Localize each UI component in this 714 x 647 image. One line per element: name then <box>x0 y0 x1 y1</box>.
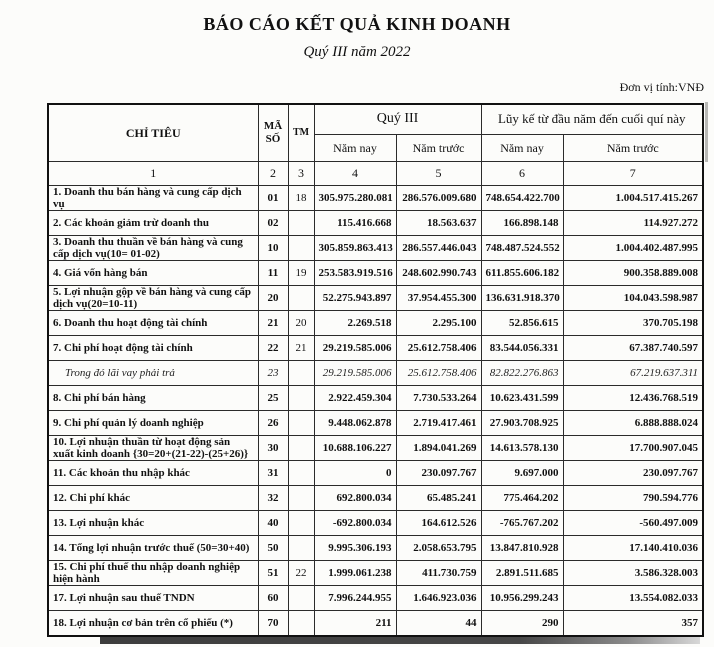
cell-ytd-prior: 67.219.637.311 <box>563 360 703 385</box>
cell-quarter-current: 211 <box>314 610 396 636</box>
cell-quarter-prior: 37.954.455.300 <box>396 285 481 310</box>
header-tm: TM <box>288 104 314 161</box>
cell-ytd-current: 27.903.708.925 <box>481 410 563 435</box>
cell-ytd-current: 748.487.524.552 <box>481 235 563 260</box>
row-label: 18. Lợi nhuận cơ bản trên cổ phiếu (*) <box>48 610 258 636</box>
unit-note: Đơn vị tính:VNĐ <box>619 80 704 94</box>
row-note-ref <box>288 385 314 410</box>
cell-ytd-current: 13.847.810.928 <box>481 535 563 560</box>
cell-ytd-current: 14.613.578.130 <box>481 435 563 460</box>
cell-quarter-prior: 230.097.767 <box>396 460 481 485</box>
row-code: 40 <box>258 510 288 535</box>
cell-quarter-current: 2.269.518 <box>314 310 396 335</box>
row-code: 60 <box>258 585 288 610</box>
row-code: 23 <box>258 360 288 385</box>
row-label: 12. Chi phí khác <box>48 485 258 510</box>
cell-ytd-prior: 357 <box>563 610 703 636</box>
row-label: 5. Lợi nhuận gộp về bán hàng và cung cấp dịch vụ(20=10-11) <box>48 285 258 310</box>
cell-ytd-prior: 1.004.402.487.995 <box>563 235 703 260</box>
row-code: 25 <box>258 385 288 410</box>
income-statement-table <box>47 103 704 637</box>
row-note-ref <box>288 535 314 560</box>
cell-ytd-current: 775.464.202 <box>481 485 563 510</box>
cell-quarter-prior: 1.894.041.269 <box>396 435 481 460</box>
scan-edge-artifact <box>100 637 700 644</box>
row-note-ref <box>288 285 314 310</box>
row-code: 51 <box>258 560 288 585</box>
col-number: 1 <box>48 161 258 185</box>
header-q-prior-year: Năm trước <box>396 134 481 161</box>
row-code: 32 <box>258 485 288 510</box>
cell-quarter-prior: 1.646.923.036 <box>396 585 481 610</box>
col-number: 3 <box>288 161 314 185</box>
cell-ytd-current: 10.623.431.599 <box>481 385 563 410</box>
table-row <box>48 460 703 485</box>
cell-ytd-current: 9.697.000 <box>481 460 563 485</box>
row-code: 70 <box>258 610 288 636</box>
cell-ytd-prior: 13.554.082.033 <box>563 585 703 610</box>
header-ma-so: MÃ SỐ <box>258 104 288 161</box>
cell-quarter-current: 692.800.034 <box>314 485 396 510</box>
cell-quarter-prior: 7.730.533.264 <box>396 385 481 410</box>
cell-quarter-prior: 411.730.759 <box>396 560 481 585</box>
row-code: 26 <box>258 410 288 435</box>
cell-ytd-prior: 1.004.517.415.267 <box>563 185 703 210</box>
cell-ytd-prior: 230.097.767 <box>563 460 703 485</box>
cell-ytd-current: 136.631.918.370 <box>481 285 563 310</box>
cell-ytd-prior: 900.358.889.008 <box>563 260 703 285</box>
table-row <box>48 185 703 210</box>
header-ytd-current-year: Năm nay <box>481 134 563 161</box>
table-row <box>48 210 703 235</box>
cell-ytd-prior: 104.043.598.987 <box>563 285 703 310</box>
row-label: 17. Lợi nhuận sau thuế TNDN <box>48 585 258 610</box>
row-note-ref: 20 <box>288 310 314 335</box>
row-code: 20 <box>258 285 288 310</box>
table-row <box>48 560 703 585</box>
cell-quarter-current: 52.275.943.897 <box>314 285 396 310</box>
table-row <box>48 610 703 636</box>
row-note-ref: 18 <box>288 185 314 210</box>
cell-quarter-prior: 2.058.653.795 <box>396 535 481 560</box>
table-row <box>48 360 703 385</box>
row-note-ref <box>288 435 314 460</box>
col-number: 7 <box>563 161 703 185</box>
cell-quarter-current: 305.859.863.413 <box>314 235 396 260</box>
cell-quarter-current: -692.800.034 <box>314 510 396 535</box>
cell-ytd-prior: 67.387.740.597 <box>563 335 703 360</box>
cell-quarter-prior: 2.295.100 <box>396 310 481 335</box>
row-label: 1. Doanh thu bán hàng và cung cấp dịch vụ <box>48 185 258 210</box>
cell-ytd-prior: 6.888.888.024 <box>563 410 703 435</box>
header-quarter-group: Quý III <box>314 104 481 134</box>
cell-ytd-prior: 370.705.198 <box>563 310 703 335</box>
cell-quarter-current: 1.999.061.238 <box>314 560 396 585</box>
cell-quarter-prior: 25.612.758.406 <box>396 335 481 360</box>
cell-quarter-current: 0 <box>314 460 396 485</box>
row-label: 7. Chi phí hoạt động tài chính <box>48 335 258 360</box>
cell-quarter-current: 7.996.244.955 <box>314 585 396 610</box>
row-code: 21 <box>258 310 288 335</box>
column-number-row <box>48 161 703 185</box>
row-code: 11 <box>258 260 288 285</box>
cell-quarter-prior: 164.612.526 <box>396 510 481 535</box>
cell-quarter-prior: 25.612.758.406 <box>396 360 481 385</box>
row-code: 31 <box>258 460 288 485</box>
row-note-ref <box>288 510 314 535</box>
cell-ytd-current: -765.767.202 <box>481 510 563 535</box>
table-row <box>48 485 703 510</box>
row-note-ref <box>288 610 314 636</box>
row-note-ref <box>288 410 314 435</box>
row-label: Trong đó lãi vay phải trả <box>48 360 258 385</box>
cell-quarter-current: 253.583.919.516 <box>314 260 396 285</box>
cell-ytd-current: 82.822.276.863 <box>481 360 563 385</box>
header-ytd-group: Lũy kế từ đầu năm đến cuối quí này <box>481 104 703 134</box>
row-code: 10 <box>258 235 288 260</box>
cell-quarter-current: 9.995.306.193 <box>314 535 396 560</box>
cell-ytd-prior: 12.436.768.519 <box>563 385 703 410</box>
row-code: 30 <box>258 435 288 460</box>
row-note-ref <box>288 460 314 485</box>
cell-quarter-current: 10.688.106.227 <box>314 435 396 460</box>
page-subtitle: Quý III năm 2022 <box>303 44 411 60</box>
cell-quarter-prior: 65.485.241 <box>396 485 481 510</box>
cell-ytd-current: 2.891.511.685 <box>481 560 563 585</box>
row-code: 50 <box>258 535 288 560</box>
cell-ytd-prior: 790.594.776 <box>563 485 703 510</box>
table-row <box>48 585 703 610</box>
cell-ytd-current: 83.544.056.331 <box>481 335 563 360</box>
col-number: 4 <box>314 161 396 185</box>
header-q-current-year: Năm nay <box>314 134 396 161</box>
col-number: 5 <box>396 161 481 185</box>
table-row <box>48 335 703 360</box>
col-number: 2 <box>258 161 288 185</box>
row-label: 14. Tổng lợi nhuận trước thuế (50=30+40) <box>48 535 258 560</box>
row-label: 2. Các khoản giảm trừ doanh thu <box>48 210 258 235</box>
scan-side-artifact <box>705 102 708 162</box>
row-label: 11. Các khoản thu nhập khác <box>48 460 258 485</box>
cell-ytd-prior: 3.586.328.003 <box>563 560 703 585</box>
cell-ytd-prior: 17.700.907.045 <box>563 435 703 460</box>
row-note-ref: 22 <box>288 560 314 585</box>
cell-ytd-current: 52.856.615 <box>481 310 563 335</box>
cell-ytd-prior: 17.140.410.036 <box>563 535 703 560</box>
table-row <box>48 285 703 310</box>
header-chi-tieu: CHỈ TIÊU <box>48 104 258 161</box>
cell-ytd-current: 166.898.148 <box>481 210 563 235</box>
cell-ytd-current: 290 <box>481 610 563 636</box>
row-label: 8. Chi phí bán hàng <box>48 385 258 410</box>
cell-quarter-current: 9.448.062.878 <box>314 410 396 435</box>
row-label: 15. Chi phí thuế thu nhập doanh nghiệp hiện hành <box>48 560 258 585</box>
cell-ytd-prior: 114.927.272 <box>563 210 703 235</box>
row-code: 02 <box>258 210 288 235</box>
row-note-ref: 21 <box>288 335 314 360</box>
row-note-ref: 19 <box>288 260 314 285</box>
cell-ytd-current: 10.956.299.243 <box>481 585 563 610</box>
table-row <box>48 535 703 560</box>
table-row <box>48 385 703 410</box>
cell-quarter-prior: 248.602.990.743 <box>396 260 481 285</box>
cell-quarter-current: 305.975.280.081 <box>314 185 396 210</box>
cell-ytd-current: 748.654.422.700 <box>481 185 563 210</box>
row-label: 13. Lợi nhuận khác <box>48 510 258 535</box>
row-note-ref <box>288 485 314 510</box>
cell-quarter-current: 115.416.668 <box>314 210 396 235</box>
cell-quarter-prior: 286.576.009.680 <box>396 185 481 210</box>
row-code: 01 <box>258 185 288 210</box>
table-row <box>48 310 703 335</box>
row-label: 10. Lợi nhuận thuần từ hoạt động sản xuất kinh doanh {30=20+(21-22)-(25+26)} <box>48 435 258 460</box>
cell-quarter-current: 2.922.459.304 <box>314 385 396 410</box>
row-label: 3. Doanh thu thuần về bán hàng và cung cấp dịch vụ(10= 01-02) <box>48 235 258 260</box>
header-ytd-prior-year: Năm trước <box>563 134 703 161</box>
row-label: 4. Giá vốn hàng bán <box>48 260 258 285</box>
row-note-ref <box>288 210 314 235</box>
row-note-ref <box>288 585 314 610</box>
table-row <box>48 410 703 435</box>
table-row <box>48 260 703 285</box>
cell-quarter-prior: 18.563.637 <box>396 210 481 235</box>
table-row <box>48 510 703 535</box>
row-label: 6. Doanh thu hoạt động tài chính <box>48 310 258 335</box>
cell-ytd-current: 611.855.606.182 <box>481 260 563 285</box>
cell-quarter-prior: 44 <box>396 610 481 636</box>
cell-ytd-prior: -560.497.009 <box>563 510 703 535</box>
cell-quarter-current: 29.219.585.006 <box>314 360 396 385</box>
table-row <box>48 235 703 260</box>
row-label: 9. Chi phí quản lý doanh nghiệp <box>48 410 258 435</box>
row-code: 22 <box>258 335 288 360</box>
row-note-ref <box>288 235 314 260</box>
cell-quarter-prior: 2.719.417.461 <box>396 410 481 435</box>
cell-quarter-current: 29.219.585.006 <box>314 335 396 360</box>
row-note-ref <box>288 360 314 385</box>
cell-quarter-prior: 286.557.446.043 <box>396 235 481 260</box>
col-number: 6 <box>481 161 563 185</box>
page-title: BÁO CÁO KẾT QUẢ KINH DOANH <box>203 14 511 34</box>
table-row <box>48 435 703 460</box>
